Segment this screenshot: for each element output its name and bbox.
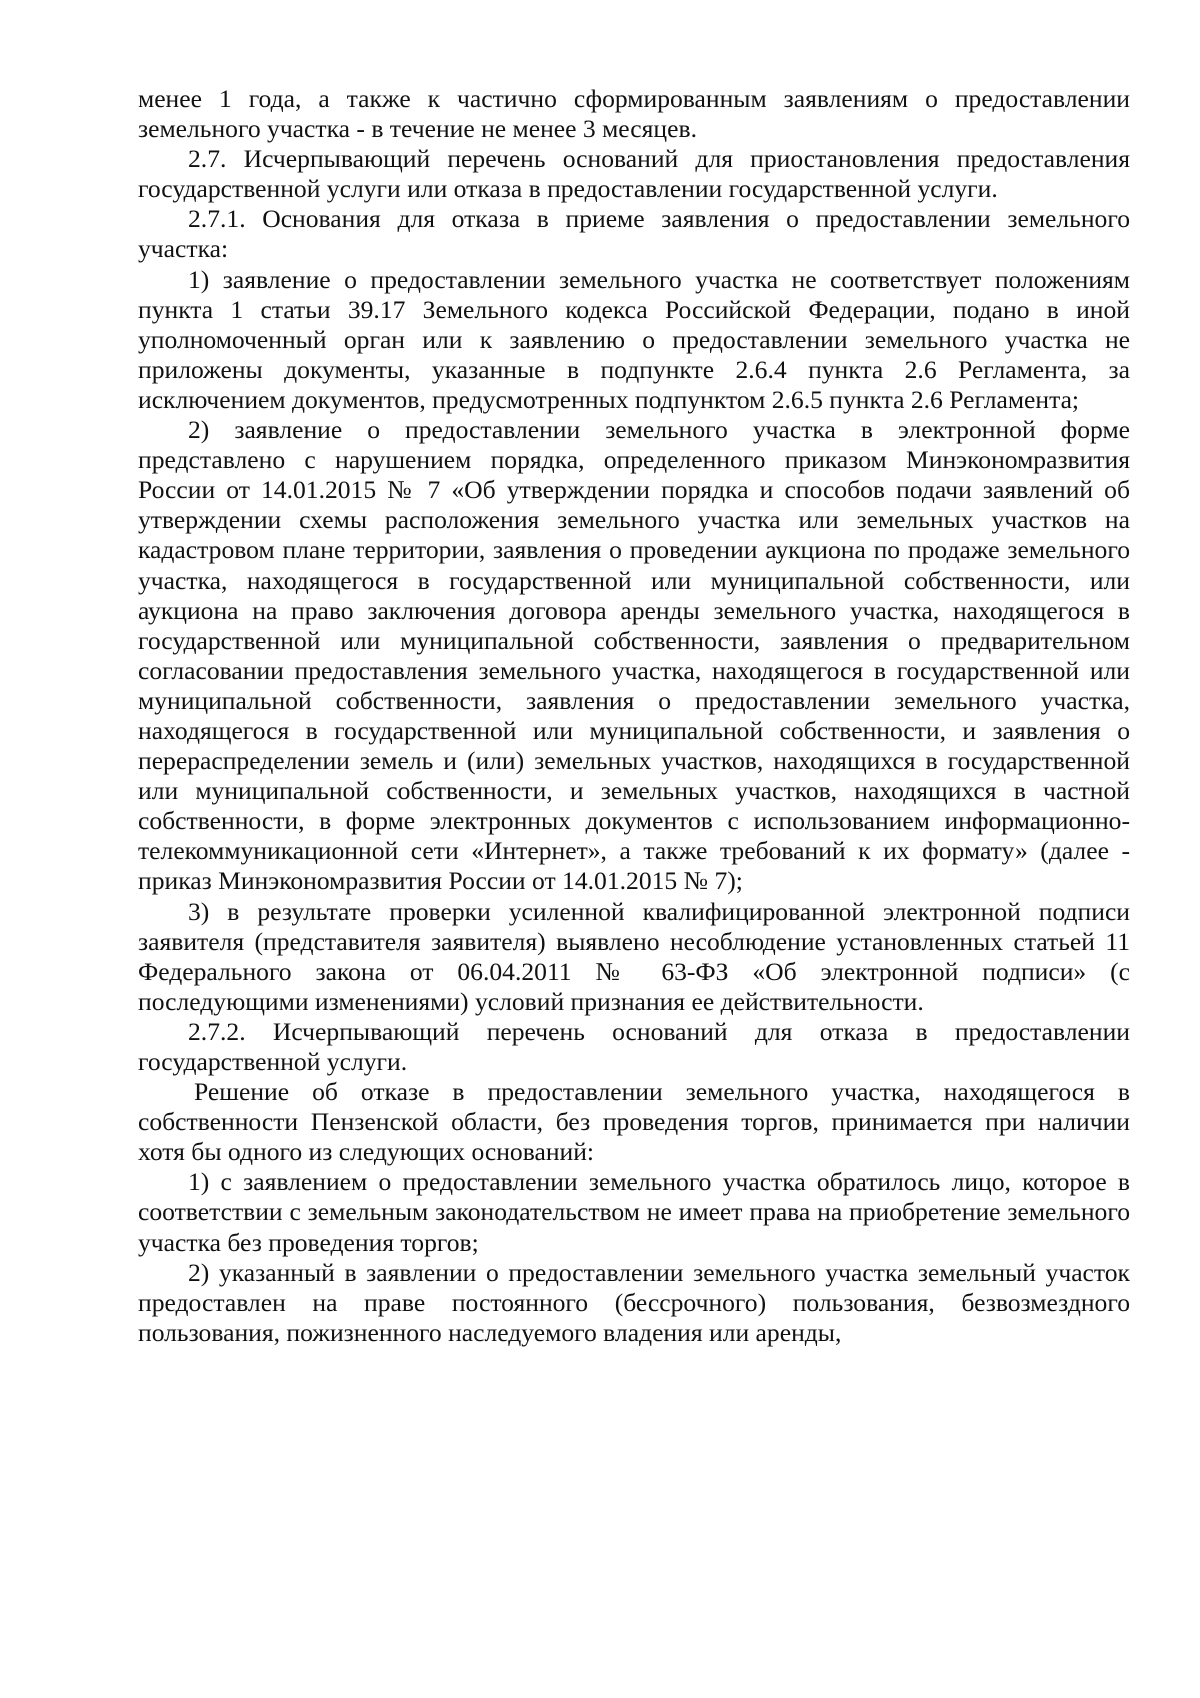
paragraph-2-7-2-heading: 2.7.2. Исчерпывающий перечень оснований для отказа в предоставлении государственной услуги. [138,1016,1130,1076]
paragraph-refusal-decision: Решение об отказе в предоставлении земельного участка, находящегося в собственности Пензенской области, без проведения торгов, принимается при наличии хотя бы одного из следующих оснований: [138,1077,1130,1167]
paragraph-continuation: менее 1 года, а также к частично сформированным заявлениям о предоставлении земельного участка - в течение не менее 3 месяцев. [138,84,1130,144]
paragraph-2-7-2-item-2: 2) указанный в заявлении о предоставлении земельного участка земельный участок предоставлен на праве постоянного (бессрочного) пользования, безвозмездного пользования, пожизненного наследуемого владения или аренды, [138,1257,1130,1347]
paragraph-2-7-1-heading: 2.7.1. Основания для отказа в приеме заявления о предоставлении земельного участка: [138,204,1130,264]
paragraph-2-7-heading: 2.7. Исчерпывающий перечень оснований для приостановления предоставления государственной услуги или отказа в предоставлении государственной услуги. [138,144,1130,204]
paragraph-2-7-1-item-2: 2) заявление о предоставлении земельного участка в электронной форме представлено с нарушением порядка, определенного приказом Минэкономразвития России от 14.01.2015 № 7 «Об утверждении порядка и способов подачи заявлений об утверждении схемы расположения земельного участка или земельных участков на кадастровом плане территории, заявления о проведении аукциона по продаже земельного участка, находящегося в государственной или муниципальной собственности, или аукциона на право заключения договора аренды земельного участка, находящегося в государственной или муниципальной собственности, заявления о предварительном согласовании предоставления земельного участка, находящегося в государственной или муниципальной собственности, заявления о предоставлении земельного участка, находящегося в государственной или муниципальной собственности, и заявления о перераспределении земель и (или) земельных участков, находящихся в государственной или муниципальной собственности, и земельных участков, находящихся в частной собственности, в форме электронных документов с использованием информационно-телекоммуникационной сети «Интернет», а также требований к их формату» (далее - приказ Минэкономразвития России от 14.01.2015 № 7); [138,415,1130,896]
document-page [138,84,1130,1348]
paragraph-2-7-1-item-1: 1) заявление о предоставлении земельного участка не соответствует положениям пункта 1 статьи 39.17 Земельного кодекса Российской Федерации, подано в иной уполномоченный орган или к заявлению о предоставлении земельного участка не приложены документы, указанные в подпункте 2.6.4 пункта 2.6 Регламента, за исключением документов, предусмотренных подпунктом 2.6.5 пункта 2.6 Регламента; [138,264,1130,414]
paragraph-2-7-1-item-3: 3) в результате проверки усиленной квалифицированной электронной подписи заявителя (представителя заявителя) выявлено несоблюдение установленных статьей 11 Федерального закона от 06.04.2011 № 63-ФЗ «Об электронной подписи» (с последующими изменениями) условий признания ее действительности. [138,896,1130,1016]
paragraph-2-7-2-item-1: 1) с заявлением о предоставлении земельного участка обратилось лицо, которое в соответствии с земельным законодательством не имеет права на приобретение земельного участка без проведения торгов; [138,1167,1130,1257]
